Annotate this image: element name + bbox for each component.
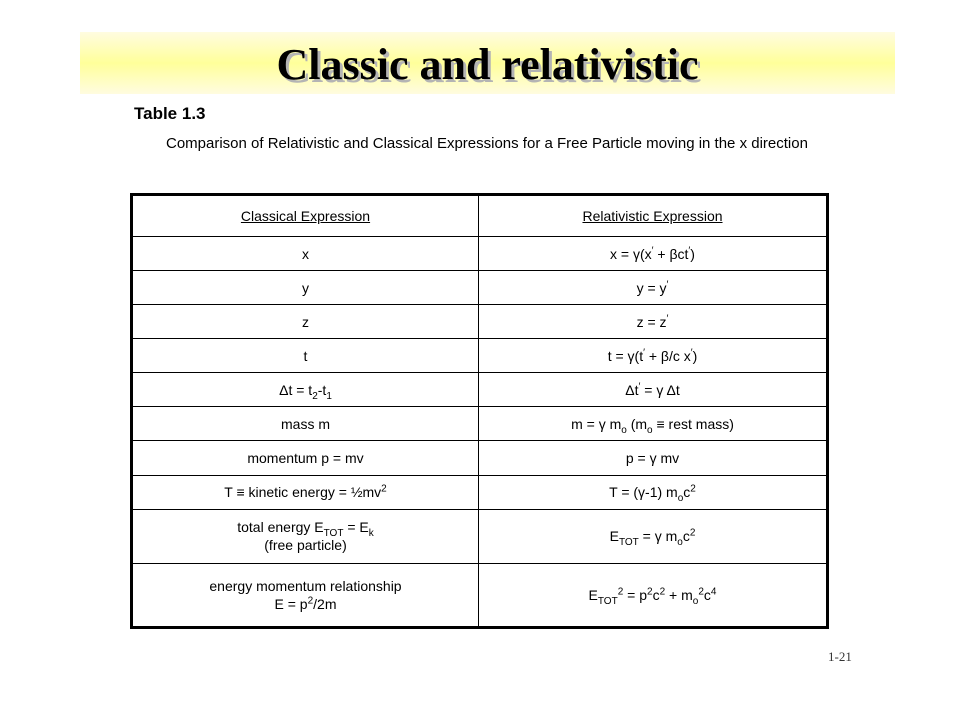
subscript: 1	[326, 390, 332, 402]
table-row	[132, 305, 828, 339]
table-row	[132, 271, 828, 305]
table-row	[132, 237, 828, 271]
classical-expression-cell: energy momentum relationship $E = p^2/2m$	[132, 563, 479, 627]
subscript: o	[647, 424, 653, 436]
superscript: ′	[688, 244, 691, 256]
subscript: 2	[312, 390, 318, 402]
superscript: ′	[666, 278, 669, 290]
superscript: 2	[617, 586, 624, 598]
classical-expression-cell: y	[132, 271, 479, 305]
comparison-table	[130, 193, 829, 629]
subscript: TOT	[618, 537, 639, 549]
slide-title: Classic and relativistic	[276, 40, 699, 89]
table-row	[132, 407, 828, 441]
table-caption: Comparison of Relativistic and Classical Expressions for a Free Particle moving in the x direction	[166, 135, 808, 152]
relativistic-expression-cell: t = γ(t′ + β/c x′)	[479, 339, 828, 373]
table-row	[132, 563, 828, 627]
slide-number: 1-21	[828, 649, 852, 664]
subscript: TOT	[323, 528, 344, 540]
subscript: o	[692, 595, 699, 607]
table-body	[132, 237, 828, 628]
superscript: 2	[698, 586, 704, 598]
table-row	[132, 475, 828, 509]
header-relativistic: Relativistic Expression	[479, 195, 828, 237]
superscript: ′	[638, 381, 641, 393]
classical-expression-cell: total energy $E_{TOT} = E_k$ (free particle)	[132, 509, 479, 563]
table-row	[132, 373, 828, 407]
superscript: ′	[651, 244, 654, 256]
classical-expression-cell: x	[132, 237, 479, 271]
subscript: k	[368, 528, 374, 540]
superscript: ′	[643, 347, 645, 359]
table-label: Table 1.3	[134, 104, 206, 123]
superscript: 2	[381, 483, 387, 495]
superscript: 2	[307, 595, 314, 607]
classical-expression-cell: momentum p = mv	[132, 441, 479, 475]
relativistic-expression-cell: y = y′	[479, 271, 828, 305]
relativistic-expression-cell: m = γ $m_o$ ($m_o$ ≡ rest mass)	[479, 407, 828, 441]
relativistic-expression-cell: T = (γ-1) $m_oc^2$	[479, 475, 828, 509]
table-row	[132, 441, 828, 475]
classical-expression-cell: z	[132, 305, 479, 339]
classical-expression-cell: $\Delta t = t_2-t_1$	[132, 373, 479, 407]
superscript: 4	[710, 586, 717, 598]
table-row	[132, 339, 828, 373]
superscript: 2	[659, 586, 666, 598]
classical-expression-cell: T ≡ kinetic energy = $\frac{1}{2}mv^2$	[132, 475, 479, 509]
superscript: 2	[690, 483, 696, 495]
header-classical: Classical Expression	[132, 195, 479, 237]
classical-expression-cell: mass m	[132, 407, 479, 441]
relativistic-expression-cell: $E_{TOT}^2 = p^2c^2 + m_o^2c^4$	[479, 563, 828, 627]
subscript: o	[677, 537, 683, 549]
relativistic-expression-cell: Δt′ = γ Δt	[479, 373, 828, 407]
subscript: o	[677, 492, 684, 504]
table-header-row	[132, 195, 828, 237]
superscript: ′	[666, 313, 669, 325]
relativistic-expression-cell: z = z′	[479, 305, 828, 339]
relativistic-expression-cell: x = γ(x′ + βct′)	[479, 237, 828, 271]
classical-expression-cell: t	[132, 339, 479, 373]
relativistic-expression-cell: $E_{TOT} = \gamma$ $m_oc^2$	[479, 509, 828, 563]
subscript: TOT	[597, 595, 618, 607]
superscript: 2	[689, 527, 696, 539]
subscript: o	[621, 424, 627, 436]
relativistic-expression-cell: p = γ mv	[479, 441, 828, 475]
superscript: 2	[647, 586, 653, 598]
superscript: ′	[690, 347, 693, 359]
table-row	[132, 509, 828, 563]
